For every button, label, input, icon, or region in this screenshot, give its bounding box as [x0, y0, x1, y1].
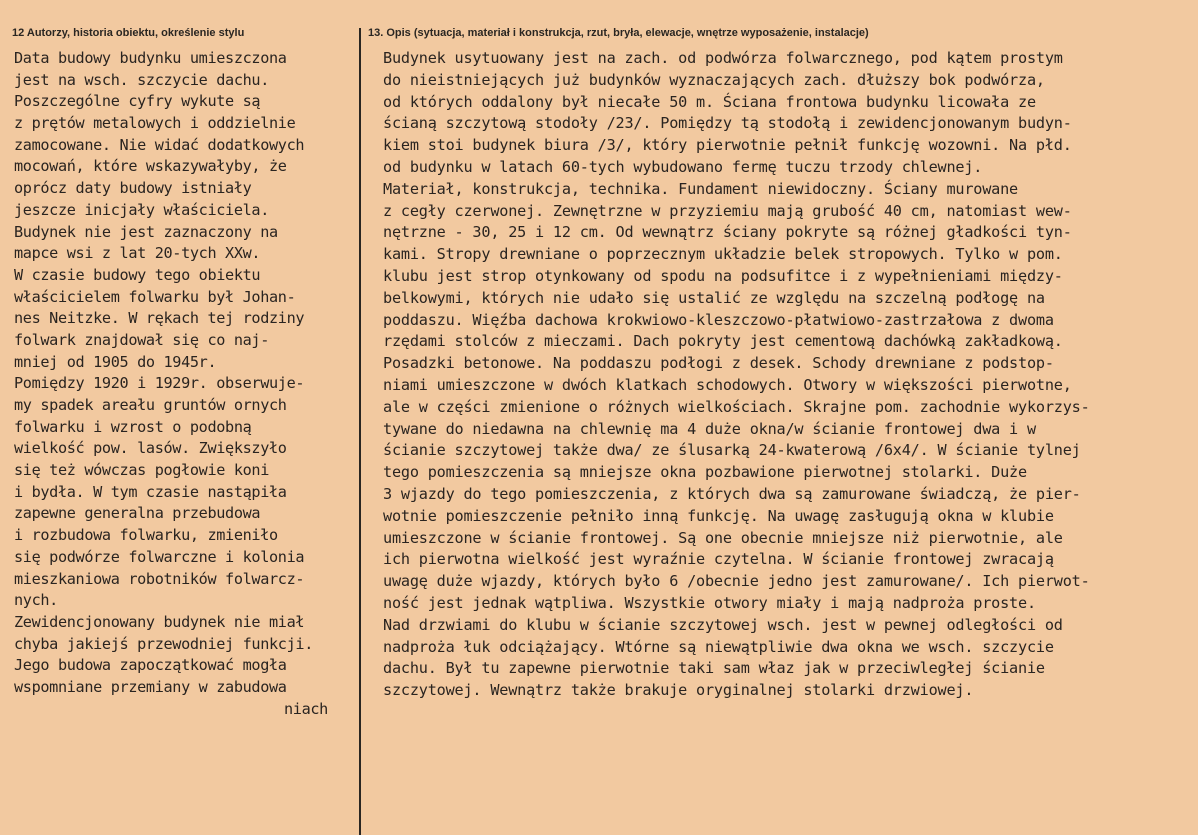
text-line: mniej od 1905 do 1945r. — [14, 352, 217, 371]
description-column — [383, 48, 1193, 702]
text-line: od których oddalony był niecałe 50 m. Ściana frontowa budynku licowała ze — [383, 92, 1036, 111]
text-line: z prętów metalowych i oddzielnie — [14, 114, 296, 133]
text-line: wotnie pomieszczenie pełniło inną funkcję. Na uwagę zasługują okna w klubie — [383, 506, 1054, 525]
text-line: nadproża łuk odciążający. Wtórne są niewątpliwie dwa okna we wsch. szczycie — [383, 637, 1054, 656]
text-line: tego pomieszczenia są mniejsze okna pozbawione pierwotnej stolarki. Duże — [383, 463, 1027, 482]
text-line: Data budowy budynku umieszczona — [14, 49, 287, 67]
text-line: kiem stoi budynek biura /3/, który pierwotnie pełnił funkcję wozowni. Na płd. — [383, 136, 1072, 155]
text-line: ścianie szczytowej także dwa/ ze ślusarką 24-kwaterową /6x4/. W ścianie tylnej — [383, 441, 1081, 460]
text-line: Poszczególne cyfry wykute są — [14, 92, 261, 111]
text-line: zapewne generalna przebudowa — [14, 504, 261, 523]
text-line: umieszczone w ścianie frontowej. Są one obecnie mniejsze niż pierwotnie, ale — [383, 528, 1063, 547]
text-line: do nieistniejących już budynków wyznaczających zach. dłuższy bok podwórza, — [383, 70, 1045, 89]
text-line: i bydła. W tym czasie nastąpiła — [14, 482, 287, 501]
text-line: od budynku w latach 60-tych wybudowano fermę tuczu trzody chlewnej. — [383, 157, 983, 176]
text-line: jeszcze inicjały właściciela. — [14, 200, 270, 219]
text-line: jest na wsch. szczycie dachu. — [14, 70, 270, 89]
text-line: z cegły czerwonej. Zewnętrzne w przyziemiu mają grubość 40 cm, natomiast wew- — [383, 201, 1072, 220]
text-line: Pomiędzy 1920 i 1929r. obserwuje- — [14, 374, 305, 393]
text-line: niami umieszczone w dwóch klatkach schodowych. Otwory w większości pierwotne, — [383, 375, 1072, 394]
text-line: niach — [284, 699, 328, 718]
text-line: nes Neitzke. W rękach tej rodziny — [14, 309, 305, 328]
text-line: Jego budowa zapoczątkować mogła — [14, 656, 287, 675]
text-line: ich pierwotna wielkość jest wyraźnie czytelna. W ścianie frontowej zwracają — [383, 550, 1054, 569]
text-line: wspomniane przemiany w zabudowa — [14, 677, 287, 696]
text-line: ność jest jednak wątpliwa. Wszystkie otwory miały i mają nadproża proste. — [383, 593, 1036, 612]
text-line: ścianą szczytową stodoły /23/. Pomiędzy tą stodołą i zewidencjonowanym budyn- — [383, 114, 1072, 133]
text-line: belkowymi, których nie udało się ustalić ze względu na szczelną podłogę na — [383, 288, 1045, 307]
text-line: Nad drzwiami do klubu w ścianie szczytowej wsch. jest w pewnej odległości od — [383, 615, 1063, 634]
text-line: Budynek nie jest zaznaczony na — [14, 222, 278, 241]
text-line: 3 wjazdy do tego pomieszczenia, z których dwa są zamurowane świadczą, że pier- — [383, 484, 1081, 503]
text-line: Posadzki betonowe. Na poddaszu podłogi z desek. Schody drewniane z podstop- — [383, 354, 1054, 373]
text-line: mapce wsi z lat 20-tych XXw. — [14, 244, 261, 263]
text-line: folwarku i wzrost o podobną — [14, 417, 252, 436]
text-line: się podwórze folwarczne i kolonia — [14, 547, 305, 566]
text-line: Budynek usytuowany jest na zach. od podwórza folwarcznego, pod kątem prostym — [383, 49, 1063, 67]
text-line: nych. — [14, 591, 58, 610]
text-line: właścicielem folwarku był Johan- — [14, 287, 296, 306]
section-13-heading: 13. Opis (sytuacja, materiał i konstrukcja, rzut, bryła, elewacje, wnętrze wyposażenie, instalacje) — [368, 27, 869, 39]
text-line: się też wówczas pogłowie koni — [14, 461, 270, 480]
text-line: mocowań, które wskazywałyby, że — [14, 157, 287, 176]
text-line: ale w części zmienione o różnych wielkościach. Skrajne pom. zachodnie wykorzys- — [383, 397, 1090, 416]
text-line: Zewidencjonowany budynek nie miał — [14, 612, 305, 631]
section-12-heading: 12 Autorzy, historia obiektu, określenie stylu — [12, 27, 245, 39]
text-line: nętrzne - 30, 25 i 12 cm. Od wewnątrz ściany pokryte są różnej gładkości tyn- — [383, 223, 1072, 242]
text-line: poddaszu. Więźba dachowa krokwiowo-kleszczowo-płatwiowo-zastrzałowa z dwoma — [383, 310, 1054, 329]
text-line: szczytowej. Wewnątrz także brakuje oryginalnej stolarki drzwiowej. — [383, 681, 974, 700]
text-line: W czasie budowy tego obiektu — [14, 265, 261, 284]
text-line: Materiał, konstrukcja, technika. Fundament niewidoczny. Ściany murowane — [383, 179, 1018, 198]
text-line: kami. Stropy drewniane o poprzecznym układzie belek stropowych. Tylko w pom. — [383, 245, 1063, 264]
text-line: wielkość pow. lasów. Zwiększyło — [14, 439, 287, 458]
text-line: uwagę duże wjazdy, których było 6 /obecnie jedno jest zamurowane/. Ich pierwot- — [383, 572, 1090, 591]
text-line: zamocowane. Nie widać dodatkowych — [14, 135, 305, 154]
text-line: i rozbudowa folwarku, zmieniło — [14, 526, 278, 545]
text-line: chyba jakiejś przewodniej funkcji. — [14, 634, 313, 653]
text-line: my spadek areału gruntów ornych — [14, 396, 287, 414]
text-line: oprócz daty budowy istniały — [14, 179, 252, 198]
text-line: folwark znajdował się co naj- — [14, 330, 270, 349]
text-line: rzędami stolców z mieczami. Dach pokryty jest cementową dachówką zakładkową. — [383, 332, 1063, 351]
history-column — [14, 48, 358, 720]
column-divider — [359, 28, 361, 835]
text-line: tywane do niedawna na chlewnię ma 4 duże okna/w ścianie frontowej dwa i w — [383, 419, 1036, 438]
text-line: klubu jest strop otynkowany od spodu na podsufitce i z wypełnieniami między- — [383, 266, 1063, 285]
text-line: dachu. Był tu zapewne pierwotnie taki sam właz jak w przeciwległej ścianie — [383, 659, 1045, 678]
text-line: mieszkaniowa robotników folwarcz- — [14, 569, 305, 588]
